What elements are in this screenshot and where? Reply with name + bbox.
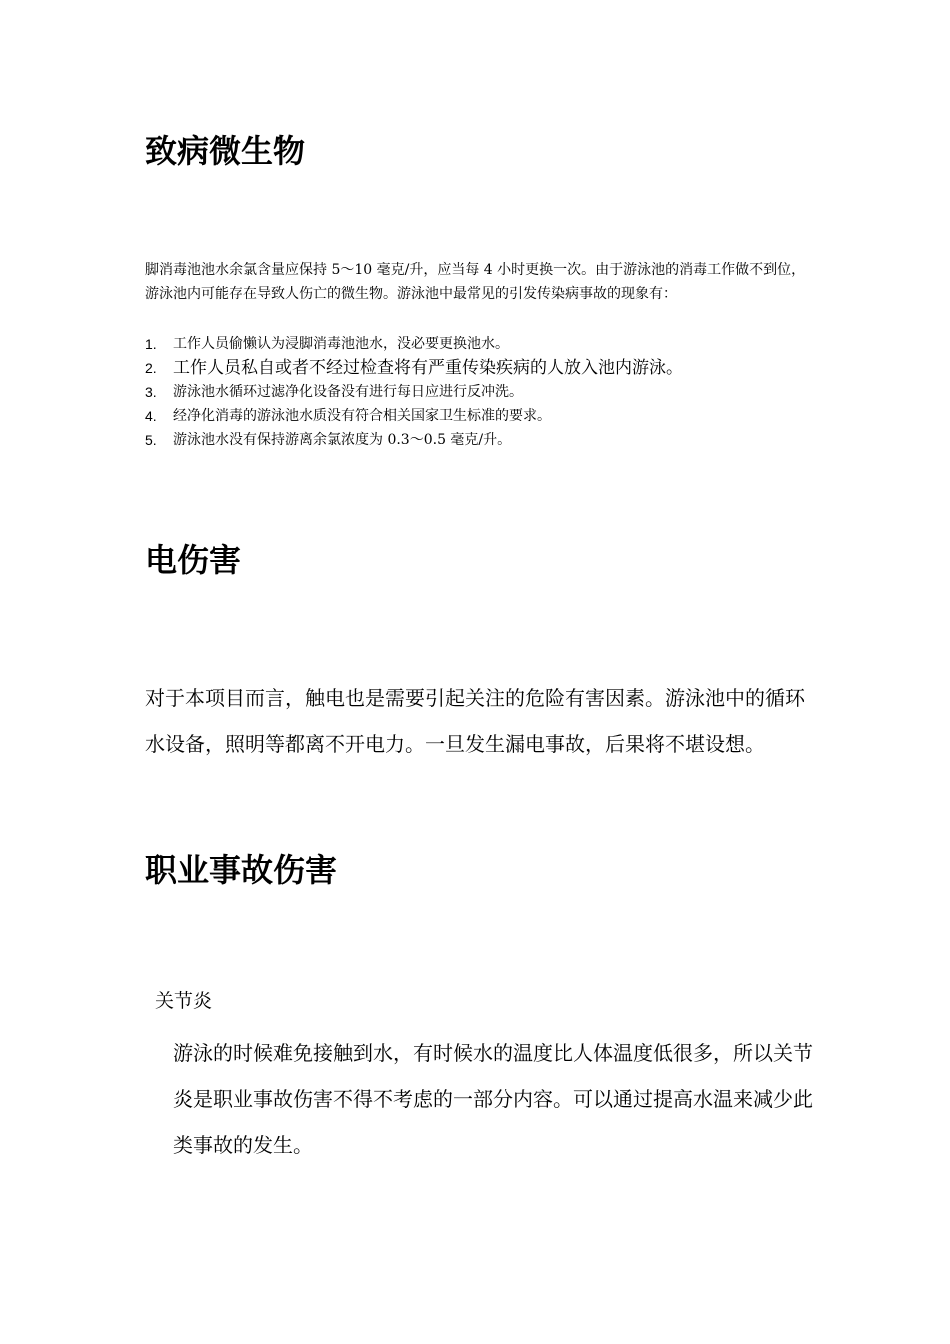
list-item-text: 经净化消毒的游泳池水质没有符合相关国家卫生标准的要求。 — [173, 408, 551, 424]
list-item-text: 工作人员私自或者不经过检查将有严重传染疾病的人放入池内游泳。 — [173, 358, 683, 378]
list-item-text: 工作人员偷懒认为浸脚消毒池池水，没必要更换池水。 — [173, 336, 509, 352]
list-item-number: 4. — [145, 408, 157, 424]
list-item-text: 游泳池水循环过滤净化设备没有进行每日应进行反冲洗。 — [173, 384, 523, 400]
electric-paragraph-part2: 游泳池中的循环水设备，照明等都离不开电力。一旦发生漏电事故，后果将不堪设想。 — [145, 686, 805, 756]
occupational-subtitle: 关节炎 — [155, 990, 213, 1012]
electric-paragraph — [145, 675, 810, 767]
list-item-number: 3. — [145, 384, 157, 400]
list-item — [145, 332, 810, 356]
section-title-electric: 电伤害 — [145, 541, 242, 579]
list-item-number: 2. — [145, 360, 157, 376]
list-item — [145, 428, 810, 452]
electric-paragraph-part1: 对于本项目而言，触电也是需要引起关注的危险有害因素。 — [145, 686, 665, 710]
pathogens-list — [145, 332, 810, 452]
occupational-paragraph: 游泳的时候难免接触到水，有时候水的温度比人体温度低很多，所以关节炎是职业事故伤害不得不考虑的一部分内容。可以通过提高水温来减少此类事故的发生。 — [173, 1041, 813, 1157]
list-item-number: 1. — [145, 336, 157, 352]
list-item — [145, 404, 810, 428]
list-item-number: 5. — [145, 432, 157, 448]
list-item-text: 游泳池水没有保持游离余氯浓度为 0.3～0.5 毫克/升。 — [173, 432, 512, 448]
pathogens-paragraph: 脚消毒池池水余氯含量应保持 5～10 毫克/升，应当每 4 小时更换一次。由于游泳池的消毒工作做不到位，游泳池内可能存在导致人伤亡的微生物。游泳池中最常见的引发传染病事故的现象有： — [145, 262, 806, 302]
section-title-occupational: 职业事故伤害 — [145, 851, 338, 889]
section-title-pathogens: 致病微生物 — [145, 132, 306, 170]
list-item — [145, 380, 810, 404]
list-item — [145, 356, 810, 380]
